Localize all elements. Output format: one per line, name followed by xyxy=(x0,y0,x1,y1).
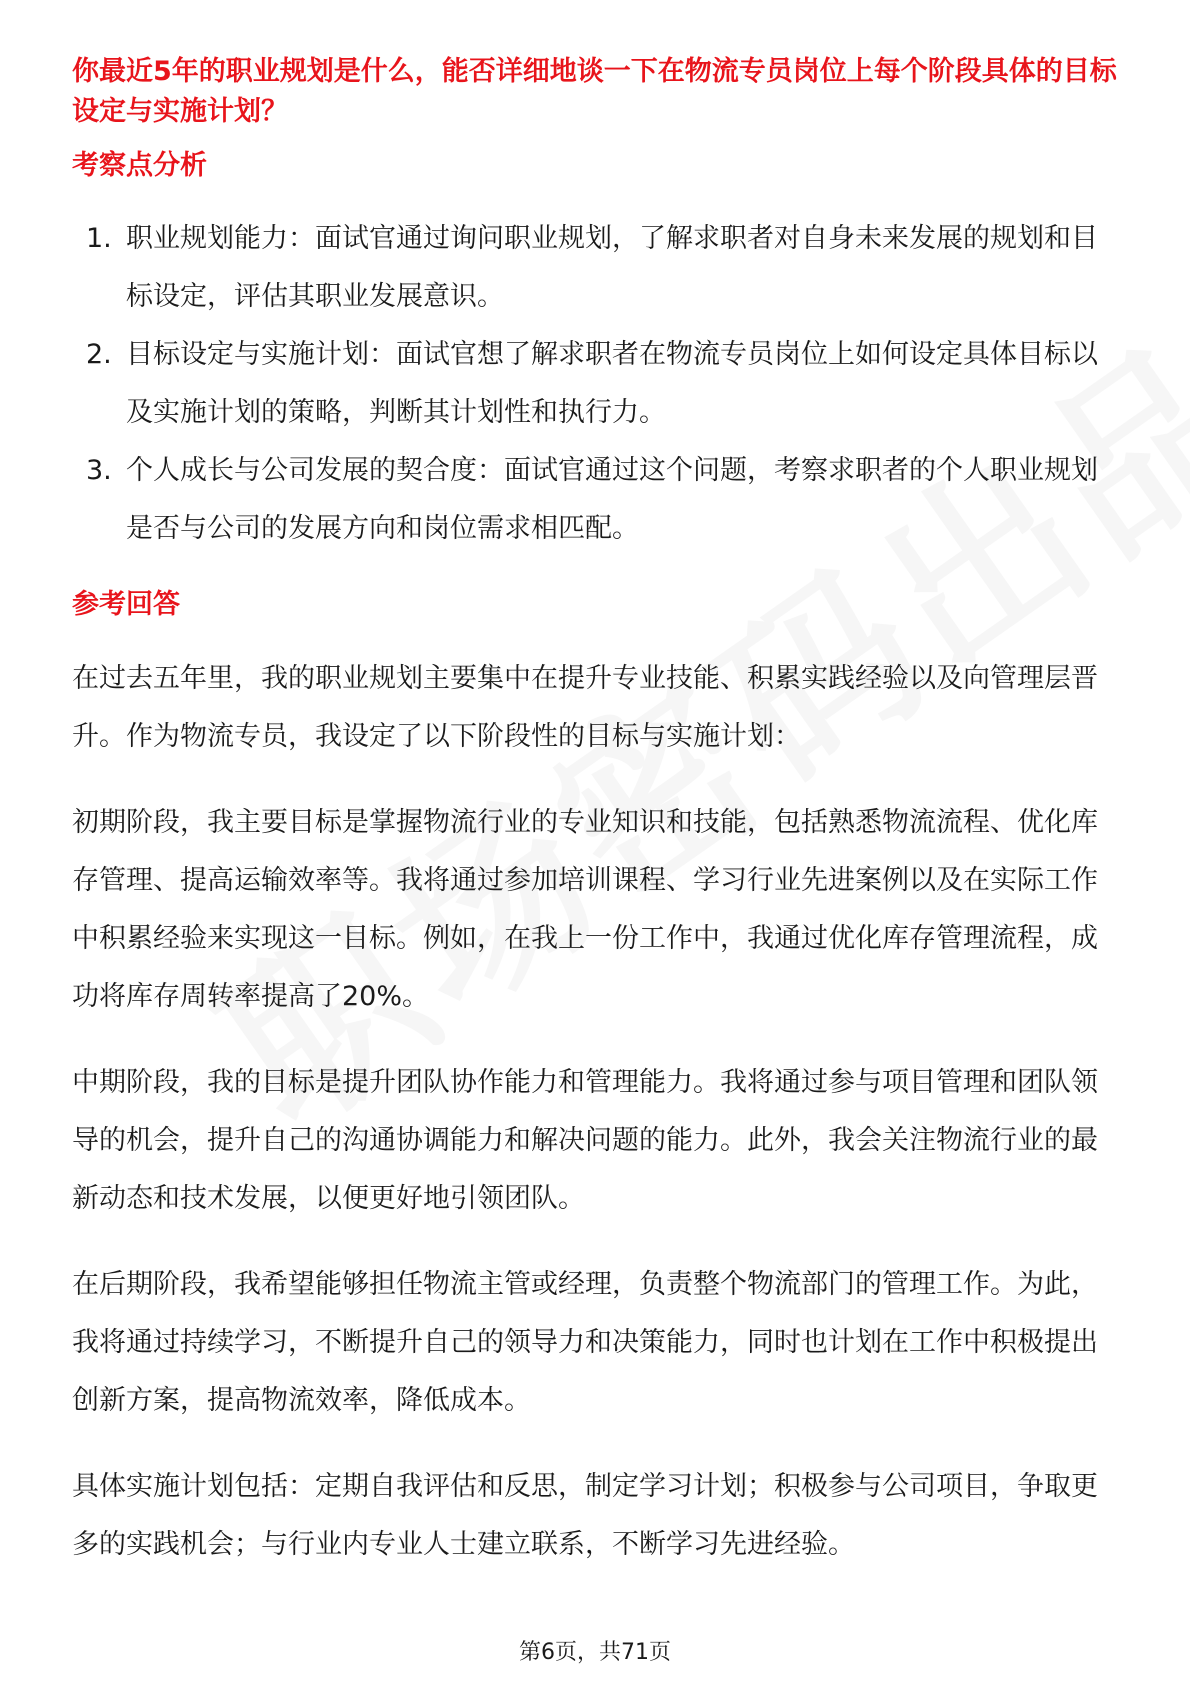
list-item xyxy=(72,210,1118,326)
answer-paragraph: 中期阶段，我的目标是提升团队协作能力和管理能力。我将通过参与项目管理和团队领导的机会，提升自己的沟通协调能力和解决问题的能力。此外，我会关注物流行业的最新动态和技术发展，以便更好地引领团队。 xyxy=(72,1067,1098,1214)
answer-section-title: 参考回答 xyxy=(72,589,180,620)
list-item-text: 目标设定与实施计划：面试官想了解求职者在物流专员岗位上如何设定具体目标以及实施计划的策略，判断其计划性和执行力。 xyxy=(126,339,1098,428)
question-heading: 你最近5年的职业规划是什么，能否详细地谈一下在物流专员岗位上每个阶段具体的目标设定与实施计划？ xyxy=(72,56,1117,127)
answer-paragraph: 初期阶段，我主要目标是掌握物流行业的专业知识和技能，包括熟悉物流流程、优化库存管理、提高运输效率等。我将通过参加培训课程、学习行业先进案例以及在实际工作中积累经验来实现这一目标。例如，在我上一份工作中，我通过优化库存管理流程，成功将库存周转率提高了20%。 xyxy=(72,807,1098,1012)
list-item-text: 个人成长与公司发展的契合度：面试官通过这个问题，考察求职者的个人职业规划是否与公司的发展方向和岗位需求相匹配。 xyxy=(126,455,1098,544)
list-item xyxy=(72,326,1118,442)
analysis-list xyxy=(72,210,1118,558)
list-item-number: 3. xyxy=(86,455,112,486)
list-item-text: 职业规划能力：面试官通过询问职业规划，了解求职者对自身未来发展的规划和目标设定，评估其职业发展意识。 xyxy=(126,223,1098,312)
answer-paragraph: 在后期阶段，我希望能够担任物流主管或经理，负责整个物流部门的管理工作。为此，我将通过持续学习，不断提升自己的领导力和决策能力，同时也计划在工作中积极提出创新方案，提高物流效率，降低成本。 xyxy=(72,1269,1098,1416)
page-number-footer: 第6页，共71页 xyxy=(519,1640,671,1665)
list-item-number: 1. xyxy=(86,223,112,254)
answer-paragraph: 在过去五年里，我的职业规划主要集中在提升专业技能、积累实践经验以及向管理层晋升。作为物流专员，我设定了以下阶段性的目标与实施计划： xyxy=(72,663,1098,752)
answer-paragraph: 具体实施计划包括：定期自我评估和反思，制定学习计划；积极参与公司项目，争取更多的实践机会；与行业内专业人士建立联系，不断学习先进经验。 xyxy=(72,1471,1098,1560)
list-item-number: 2. xyxy=(86,339,112,370)
answer-body xyxy=(72,650,1118,1602)
list-item xyxy=(72,442,1118,558)
analysis-section-title: 考察点分析 xyxy=(72,150,207,181)
